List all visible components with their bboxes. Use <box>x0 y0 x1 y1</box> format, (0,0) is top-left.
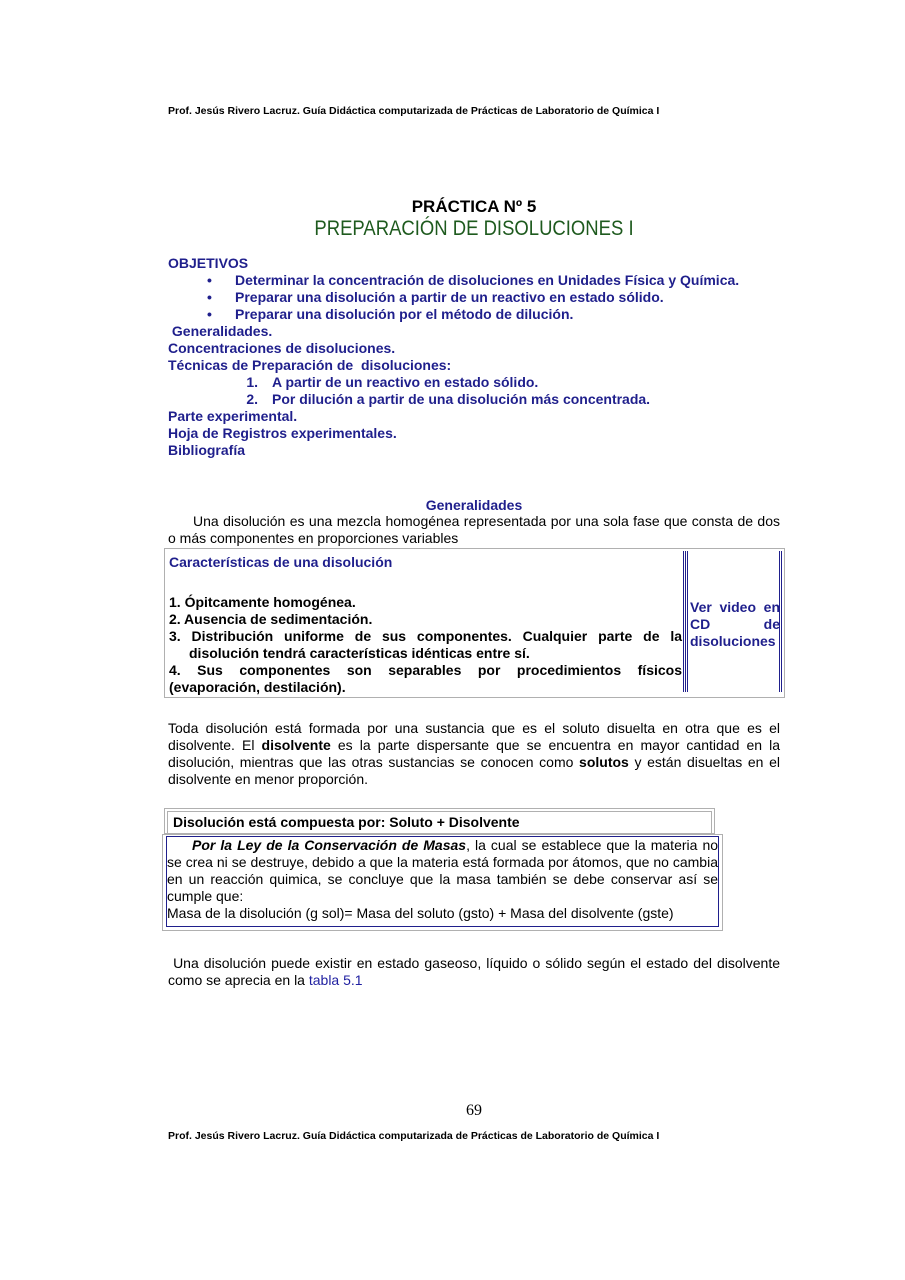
toc-generalidades: Generalidades. <box>168 323 273 339</box>
section-title: Generalidades <box>425 497 523 513</box>
table-of-contents <box>168 255 788 459</box>
composition-text: Disolución está compuesta por: Soluto + Disolvente <box>167 811 712 833</box>
page-number: 69 <box>466 1102 482 1119</box>
table-5-1-link[interactable]: tabla 5.1 <box>308 972 363 988</box>
composition-box <box>164 808 715 834</box>
video-cell <box>687 551 782 692</box>
bullet-mark: • <box>207 306 212 322</box>
toc-parte-experimental: Parte experimental. <box>168 408 298 424</box>
intro-paragraph: Una disolución es una mezcla homogénea representada por una sola fase que consta de dos o más componentes en proporciones variables <box>168 513 780 546</box>
conservation-law-text: Por la Ley de la Conservación de Masas, la cual se establece que la materia no se crea ni se destruye, debido a que la materia está formada por átomos, que no cambia en un reacción quimica, se concluye que la masa también se debe conservar así se cumple que: Masa de la disolución (g sol)= Masa del soluto (gsto) + Masa del disolvente (gste) <box>166 836 719 927</box>
characteristics-cell <box>168 551 686 695</box>
toc-bullet: • Preparar una disolución a partir de un reactivo en estado sólido. <box>207 289 664 305</box>
characteristics-list: 1. Ópitcamente homogénea. 2. Ausencia de sedimentación. 3. Distribución uniforme de sus componentes. Cualquier parte de la disolución tendrá características idénticas entre sí. 4. Sus componentes son separables por procedimientos físicos (evaporación, destilación). <box>169 594 682 695</box>
practice-number: PRÁCTICA Nº 5 <box>411 197 537 216</box>
toc-numbered-item: 1. A partir de un reactivo en estado sólido. <box>246 374 539 390</box>
toc-objetivos: OBJETIVOS <box>168 255 249 271</box>
page-header: Prof. Jesús Rivero Lacruz. Guía Didáctica computarizada de Prácticas de Laboratorio de Química I <box>168 105 660 117</box>
states-paragraph: Una disolución puede existir en estado gaseoso, líquido o sólido según el estado del disolvente como se aprecia en la tabla 5.1 <box>168 955 784 988</box>
toc-tecnicas: Técnicas de Preparación de disoluciones: <box>168 357 452 373</box>
solute-solvent-paragraph: Toda disolución está formada por una sustancia que es el soluto disuelta en otra que es el disolvente. El disolvente es la parte dispersante que se encuentra en mayor cantidad en la disolución, mientras que las otras sustancias se conocen como solutos y están disueltas en el disolvente en menor proporción. <box>168 720 780 787</box>
page-footer: Prof. Jesús Rivero Lacruz. Guía Didáctica computarizada de Prácticas de Laboratorio de Química I <box>168 1130 660 1142</box>
toc-numbered-item: 2. Por dilución a partir de una disolución más concentrada. <box>246 391 651 407</box>
practice-title: PREPARACIÓN DE DISOLUCIONES I <box>314 216 634 240</box>
toc-bibliografia: Bibliografía <box>168 442 246 458</box>
conservation-law-box <box>162 834 723 931</box>
video-link[interactable]: Ver video en CD de disoluciones <box>690 599 780 649</box>
toc-bullet: • Determinar la concentración de disoluciones en Unidades Física y Química. <box>207 272 740 288</box>
toc-hoja-registros: Hoja de Registros experimentales. <box>168 425 397 441</box>
toc-bullet: • Preparar una disolución por el método de dilución. <box>207 306 574 322</box>
toc-concentraciones: Concentraciones de disoluciones. <box>168 340 396 356</box>
bullet-mark: • <box>207 272 212 288</box>
characteristics-caption: Características de una disolución <box>169 554 393 570</box>
bullet-mark: • <box>207 289 212 305</box>
mass-formula: Masa de la disolución (g sol)= Masa del soluto (gsto) + Masa del disolvente (gste) <box>167 905 674 921</box>
characteristics-table <box>164 548 785 698</box>
